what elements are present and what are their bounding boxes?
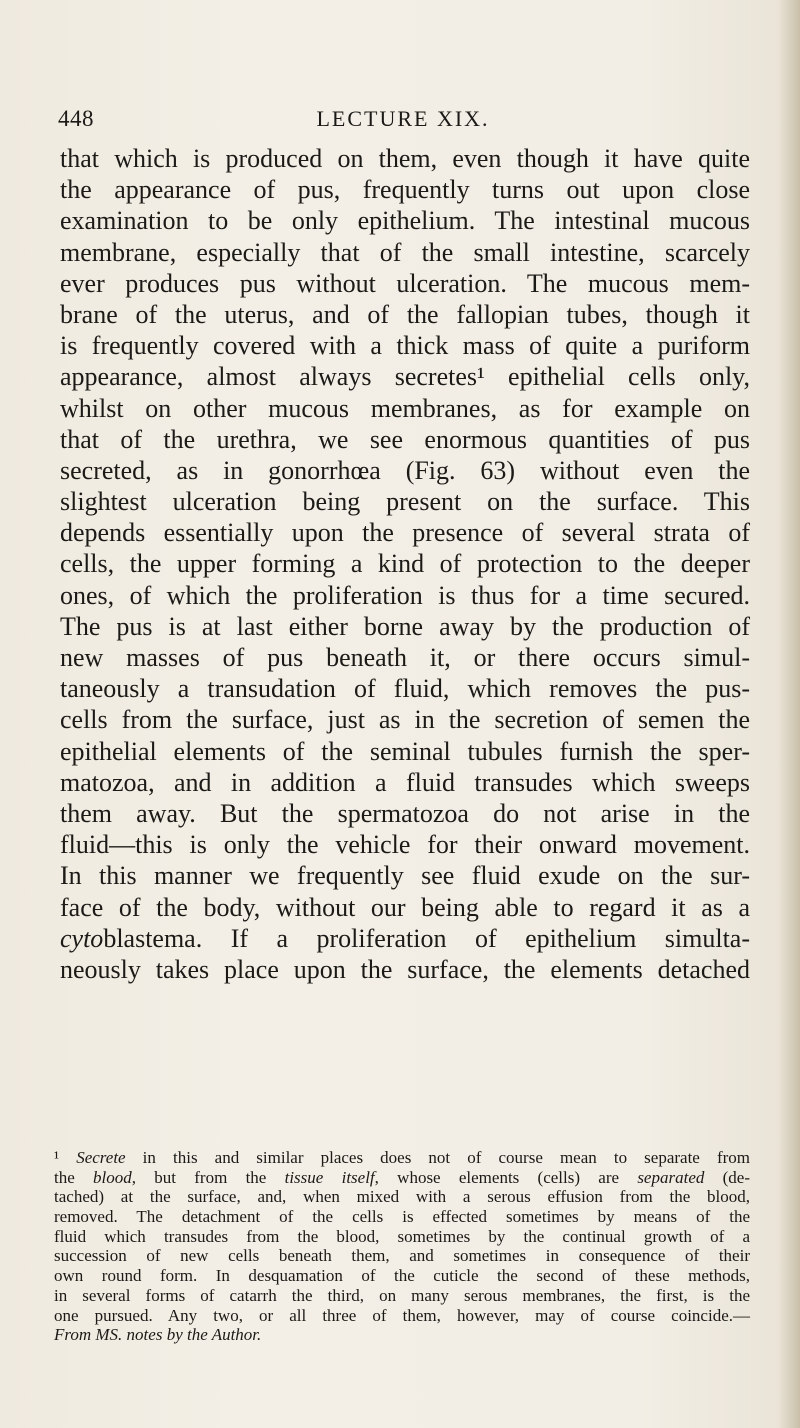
footnote [54, 1148, 750, 1345]
text-line: appearance, almost always secretes¹ epithelial cells only, [60, 362, 750, 392]
text-line: In this manner we frequently see fluid exude on the sur- [60, 861, 750, 891]
text-line: neously takes place upon the surface, the elements detached [60, 954, 750, 984]
text-line: that which is produced on them, even though it have quite [60, 144, 750, 173]
text-line: is frequently covered with a thick mass of quite a puriform [60, 331, 750, 361]
page-header [58, 106, 748, 136]
body-text [60, 143, 750, 985]
text-line: ones, of which the proliferation is thus for a time secured. [60, 580, 750, 610]
footnote-line: ¹ Secrete in this and similar places does not of course mean to separate from [54, 1148, 750, 1167]
text-line: face of the body, without our being able to regard it as a [60, 892, 750, 922]
footnote-line: the blood, but from the tissue itself, whose elements (cells) are separated (de- [54, 1167, 750, 1187]
text-line: them away. But the spermatozoa do not arise in the [60, 798, 750, 828]
text-line: slightest ulceration being present on the surface. This [60, 487, 750, 517]
text-line: membrane, especially that of the small intestine, scarcely [60, 237, 750, 267]
text-line: that of the urethra, we see enormous quantities of pus [60, 424, 750, 454]
footnote-line: succession of new cells beneath them, and sometimes in consequence of their [54, 1246, 750, 1266]
text-line: cytoblastema. If a proliferation of epithelium simulta- [60, 923, 750, 953]
footnote-line: in several forms of catarrh the third, on many serous membranes, the first, is the [54, 1285, 750, 1305]
footnote-line: own round form. In desquamation of the cuticle the second of these methods, [54, 1266, 750, 1286]
page-number: 448 [58, 106, 94, 131]
footnote-line: one pursued. Any two, or all three of them, however, may of course coincide.— [54, 1305, 750, 1325]
footnote-line: removed. The detachment of the cells is effected sometimes by means of the [54, 1207, 750, 1227]
text-line: brane of the uterus, and of the fallopian tubes, though it [60, 299, 750, 329]
text-line: the appearance of pus, frequently turns out upon close [60, 175, 750, 205]
text-line: epithelial elements of the seminal tubules furnish the sper- [60, 736, 750, 766]
text-line: matozoa, and in addition a fluid transudes which sweeps [60, 767, 750, 797]
text-line: fluid—this is only the vehicle for their onward movement. [60, 830, 750, 860]
text-line: examination to be only epithelium. The intestinal mucous [60, 206, 750, 236]
page-edge-shadow [778, 0, 800, 1428]
text-line: cells, the upper forming a kind of protection to the deeper [60, 549, 750, 579]
footnote-line: fluid which transudes from the blood, sometimes by the continual growth of a [54, 1226, 750, 1246]
text-line: cells from the surface, just as in the secretion of semen the [60, 705, 750, 735]
text-line: taneously a transudation of fluid, which removes the pus- [60, 674, 750, 704]
running-title: LECTURE XIX. [316, 106, 490, 131]
text-line: depends essentially upon the presence of several strata of [60, 518, 750, 548]
text-line: ever produces pus without ulceration. The mucous mem- [60, 268, 750, 298]
footnote-credit: From MS. notes by the Author. [54, 1325, 262, 1345]
text-line: secreted, as in gonorrhœa (Fig. 63) without even the [60, 455, 750, 485]
text-line: The pus is at last either borne away by the production of [60, 611, 750, 641]
footnote-line: tached) at the surface, and, when mixed with a serous effusion from the blood, [54, 1187, 750, 1207]
text-line: whilst on other mucous membranes, as for example on [60, 393, 750, 423]
text-line: new masses of pus beneath it, or there occurs simul- [60, 643, 750, 672]
